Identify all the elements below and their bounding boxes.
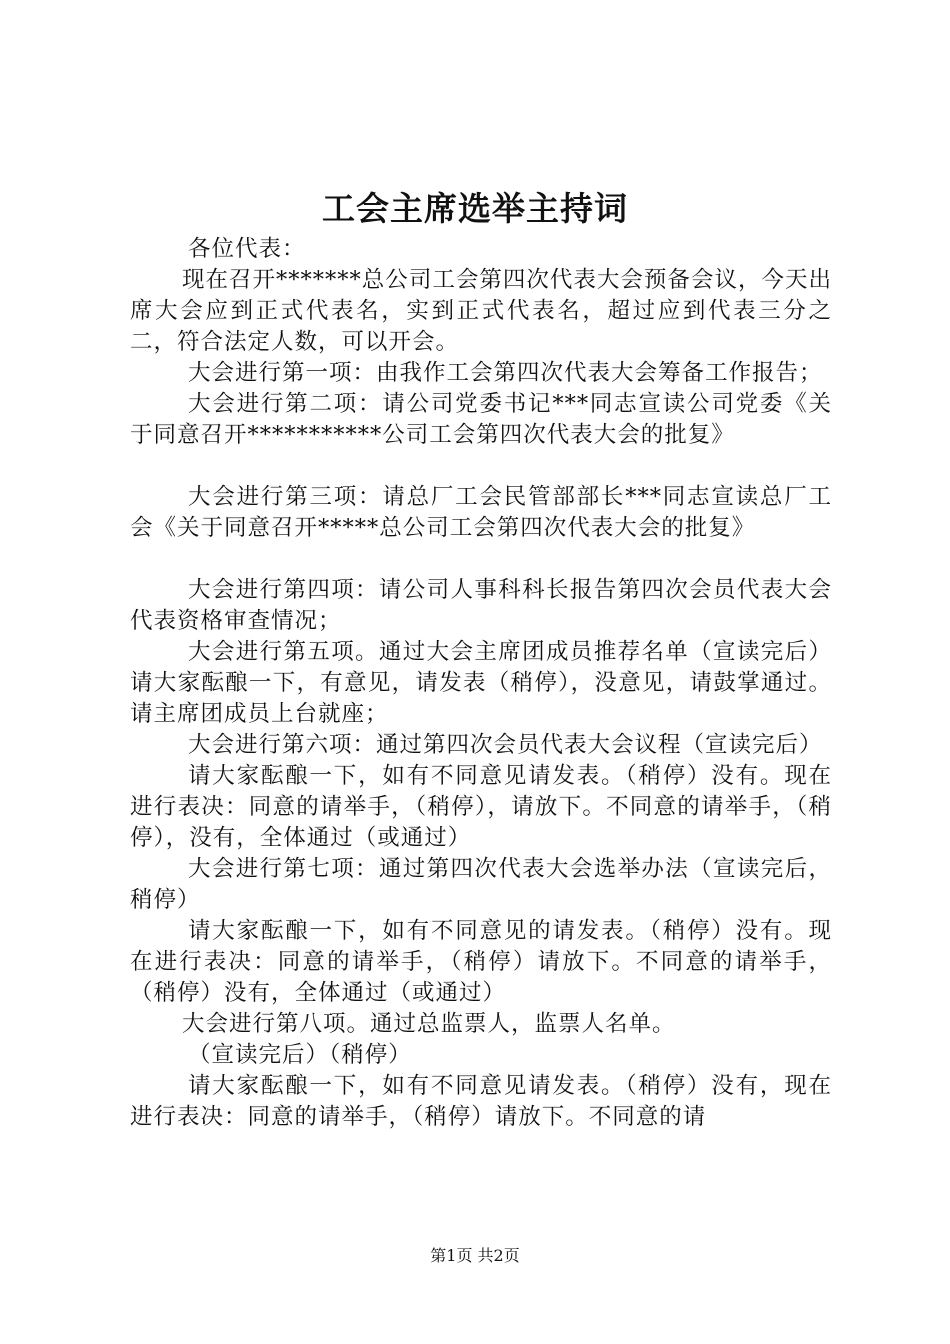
paragraph-greeting: 各位代表： [188,236,306,262]
paragraph-item-6: 大会进行第六项：通过第四次会员代表大会议程（宣读完后） [188,732,823,758]
page-number-footer: 第1页 共2页 [430,1246,520,1265]
paragraph-opening: 现在召开*******总公司工会第四次代表大会预备会议，今天出席大会应到正式代表名，实到正式代表名，超过应到代表三分之二，符合法定人数，可以开会。 [130,267,832,355]
paragraph-item-7: 大会进行第七项：通过第四次代表大会选举办法（宣读完后，稍停） [130,856,832,913]
paragraph-vote-agenda: 请大家酝酿一下，如有不同意见请发表。（稍停）没有。现在进行表决：同意的请举手，（稍停），请放下。不同意的请举手，（稍停），没有，全体通过（或通过） [130,763,832,851]
paragraph-reading-note: （宣读完后）（稍停） [188,1042,412,1068]
paragraph-vote-election-rules: 请大家酝酿一下，如有不同意见的请发表。（稍停）没有。现在进行表决：同意的请举手，（稍停）请放下。不同意的请举手，（稍停）没有，全体通过（或通过） [130,918,832,1006]
blank-line [130,544,832,575]
blank-line [130,451,832,482]
document-title: 工会主席选举主持词 [322,189,628,228]
document-body [130,234,832,1133]
paragraph-item-8: 大会进行第八项。通过总监票人，监票人名单。 [182,1011,676,1037]
paragraph-item-4: 大会进行第四项：请公司人事科科长报告第四次会员代表大会代表资格审查情况； [130,577,832,634]
paragraph-item-3: 大会进行第三项：请总厂工会民管部部长***同志宣读总厂工会《关于同意召开*****总公司工会第四次代表大会的批复》 [130,484,832,541]
paragraph-vote-scrutineers: 请大家酝酿一下，如有不同意见请发表。（稍停）没有，现在进行表决：同意的请举手，（稍停）请放下。不同意的请 [130,1073,832,1130]
paragraph-item-2: 大会进行第二项：请公司党委书记***同志宣读公司党委《关于同意召开***********公司工会第四次代表大会的批复》 [130,391,832,448]
paragraph-item-5: 大会进行第五项。通过大会主席团成员推荐名单（宣读完后）请大家酝酿一下，有意见，请发表（稍停），没意见，请鼓掌通过。请主席团成员上台就座； [130,639,832,727]
paragraph-item-1: 大会进行第一项：由我作工会第四次代表大会筹备工作报告； [188,360,823,386]
